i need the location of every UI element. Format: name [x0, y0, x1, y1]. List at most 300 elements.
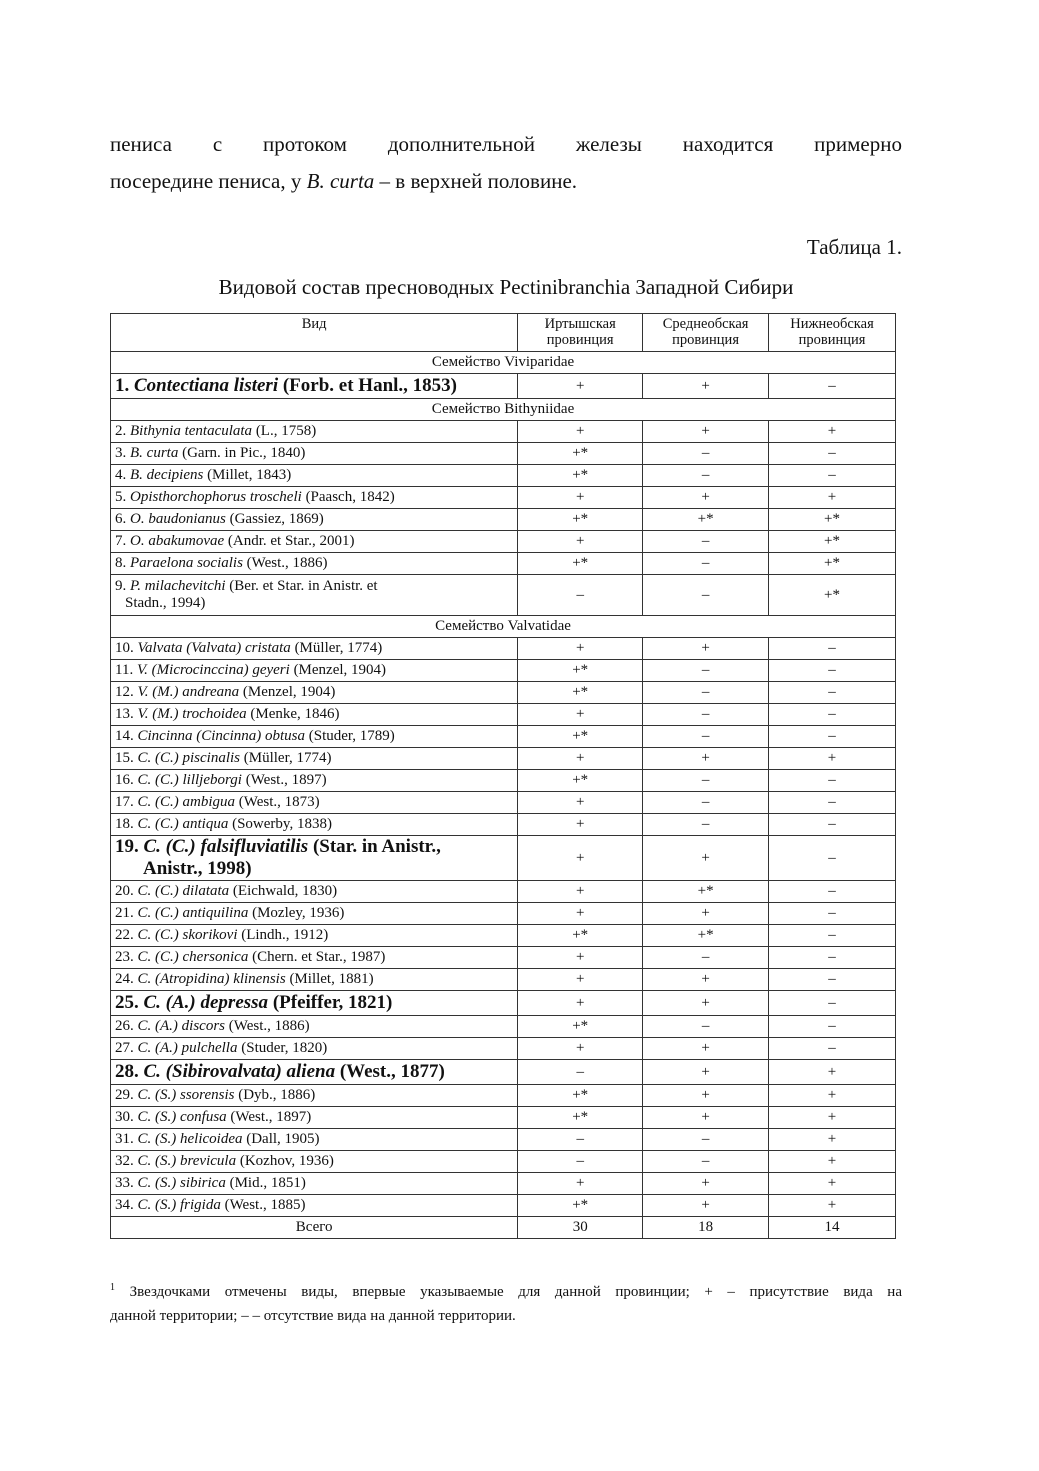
paragraph-line-1: пениса с протоком дополнительной железы находится примерно [110, 132, 902, 156]
middle-ob-value: – [643, 1129, 769, 1151]
species-cell [111, 1085, 518, 1107]
species-name: C. (C.) lilljeborgi [137, 772, 242, 788]
species-author: (Mid., 1851) [225, 1175, 306, 1191]
total-middle-ob: 18 [643, 1217, 769, 1239]
species-number: 19. [115, 836, 144, 857]
species-number: 16. [115, 772, 138, 788]
middle-ob-value: + [643, 903, 769, 925]
middle-ob-value: – [643, 1151, 769, 1173]
species-table [110, 313, 896, 1239]
species-line [115, 533, 355, 549]
species-line [115, 489, 395, 505]
species-number: 25. [115, 992, 144, 1013]
species-name: Paraelona socialis [130, 555, 243, 571]
lower-ob-value: – [769, 925, 896, 947]
species-cell [111, 1129, 518, 1151]
lower-ob-value: + [769, 1151, 896, 1173]
species-name: B. curta [130, 445, 179, 461]
species-number: 21. [115, 905, 138, 921]
table-row [111, 465, 896, 487]
species-name: C. (A.) depressa [143, 992, 269, 1013]
lower-ob-value: + [769, 1195, 896, 1217]
species-number: 1. [115, 375, 134, 396]
footnote-line-1 [110, 1276, 902, 1304]
lower-ob-value: – [769, 969, 896, 991]
table-row [111, 1151, 896, 1173]
species-number: 17. [115, 794, 138, 810]
lower-ob-value: – [769, 465, 896, 487]
table-body [111, 352, 896, 1239]
middle-ob-value: + [643, 1173, 769, 1195]
irtysh-value: + [518, 638, 643, 660]
middle-ob-value: +* [643, 881, 769, 903]
irtysh-value: + [518, 881, 643, 903]
species-line [115, 949, 385, 965]
species-cell [111, 770, 518, 792]
table-row [111, 925, 896, 947]
species-author: (Menke, 1846) [246, 706, 340, 722]
species-number: 14. [115, 728, 138, 744]
species-number: 22. [115, 927, 138, 943]
irtysh-value: – [518, 1060, 643, 1085]
paragraph-species-name: B. curta [306, 169, 375, 193]
lower-ob-value: + [769, 1173, 896, 1195]
lower-ob-value: +* [769, 509, 896, 531]
species-number: 24. [115, 971, 138, 987]
footnote-text-1: Звездочками отмечены виды, впервые указываемые для данной провинции; + – присутствие вида на [115, 1284, 902, 1300]
species-author: (West., 1897) [226, 1109, 312, 1125]
lower-ob-value: +* [769, 531, 896, 553]
species-author: (Müller, 1774) [290, 640, 383, 656]
species-name: Bithynia tentaculata [130, 423, 253, 439]
species-author: (Garn. in Pic., 1840) [178, 445, 306, 461]
table-row [111, 991, 896, 1016]
species-cell [111, 1173, 518, 1195]
species-name: C. (A.) pulchella [137, 1040, 238, 1056]
irtysh-value: +* [518, 682, 643, 704]
species-line [115, 992, 392, 1013]
lower-ob-value: – [769, 1038, 896, 1060]
species-cell [111, 421, 518, 443]
lower-ob-value: – [769, 660, 896, 682]
middle-ob-value: – [643, 575, 769, 616]
species-name: C. (C.) antiqua [137, 816, 229, 832]
species-line [115, 1018, 310, 1034]
table-row [111, 443, 896, 465]
species-author: (Studer, 1820) [237, 1040, 328, 1056]
middle-ob-value: + [643, 1060, 769, 1085]
irtysh-value: +* [518, 1195, 643, 1217]
table-row [111, 660, 896, 682]
species-line [115, 794, 320, 810]
family-row [111, 399, 896, 421]
species-number: 12. [115, 684, 138, 700]
table-row [111, 509, 896, 531]
table-row [111, 682, 896, 704]
species-cell [111, 726, 518, 748]
lower-ob-value: + [769, 1129, 896, 1151]
lower-ob-value: – [769, 682, 896, 704]
middle-ob-value: – [643, 814, 769, 836]
species-cell [111, 374, 518, 399]
species-line [115, 640, 382, 656]
species-author: (West., 1897) [241, 772, 327, 788]
header-middle-ob: Среднеобская провинция [643, 314, 769, 352]
middle-ob-value: + [643, 748, 769, 770]
species-author: (Millet, 1843) [203, 467, 292, 483]
species-author: (Menzel, 1904) [289, 662, 387, 678]
family-row [111, 616, 896, 638]
table-header-row [111, 314, 896, 352]
irtysh-value: – [518, 1151, 643, 1173]
species-number: 30. [115, 1109, 138, 1125]
table-number: Таблица 1. [806, 235, 902, 259]
species-number: 27. [115, 1040, 138, 1056]
table-row [111, 1060, 896, 1085]
irtysh-value: + [518, 1173, 643, 1195]
footnote-mark: 1 [110, 1282, 115, 1293]
middle-ob-value: + [643, 1195, 769, 1217]
species-number: 13. [115, 706, 138, 722]
species-name: C. (C.) falsifluviatilis [143, 836, 309, 857]
species-author: (Gassiez, 1869) [225, 511, 324, 527]
lower-ob-value: – [769, 374, 896, 399]
species-name: O. baudonianus [130, 511, 226, 527]
table-row [111, 770, 896, 792]
species-name: V. (M.) andreana [137, 684, 240, 700]
lower-ob-value: – [769, 638, 896, 660]
species-line [115, 467, 291, 483]
species-cell [111, 1107, 518, 1129]
species-author: (Ber. et Star. in Anistr. et [225, 578, 378, 594]
species-line [115, 578, 378, 594]
family-name: Семейство Bithyniidae [111, 399, 896, 421]
table-row [111, 748, 896, 770]
irtysh-value: + [518, 487, 643, 509]
total-row [111, 1217, 896, 1239]
middle-ob-value: +* [643, 509, 769, 531]
table-row [111, 704, 896, 726]
irtysh-value: +* [518, 925, 643, 947]
species-line [115, 1197, 305, 1213]
lower-ob-value: – [769, 726, 896, 748]
species-author: (L., 1758) [252, 423, 317, 439]
species-author: (Star. in Anistr., [308, 836, 441, 857]
species-cell [111, 531, 518, 553]
species-cell [111, 969, 518, 991]
species-author: (West., 1885) [220, 1197, 306, 1213]
species-line [115, 375, 457, 396]
middle-ob-value: – [643, 704, 769, 726]
species-line [115, 706, 340, 722]
species-line [115, 772, 327, 788]
middle-ob-value: + [643, 836, 769, 881]
species-cell [111, 1060, 518, 1085]
species-author: (Dall, 1905) [242, 1131, 320, 1147]
table-row [111, 487, 896, 509]
species-number: 10. [115, 640, 138, 656]
lower-ob-value: – [769, 903, 896, 925]
species-line [115, 662, 386, 678]
middle-ob-value: + [643, 1107, 769, 1129]
species-line [115, 445, 305, 461]
species-name: C. (C.) skorikovi [137, 927, 238, 943]
species-author: (West., 1877) [335, 1061, 445, 1082]
middle-ob-value: + [643, 638, 769, 660]
middle-ob-value: – [643, 660, 769, 682]
lower-ob-value: + [769, 421, 896, 443]
middle-ob-value: +* [643, 925, 769, 947]
species-number: 7. [115, 533, 130, 549]
species-author: (Mozley, 1936) [248, 905, 345, 921]
species-number: 23. [115, 949, 138, 965]
table-row [111, 792, 896, 814]
middle-ob-value: – [643, 947, 769, 969]
lower-ob-value: – [769, 1016, 896, 1038]
species-line [115, 423, 316, 439]
species-line [115, 684, 335, 700]
species-cell [111, 1151, 518, 1173]
species-number: 31. [115, 1131, 138, 1147]
table-row [111, 1016, 896, 1038]
middle-ob-value: + [643, 991, 769, 1016]
species-name: C. (Sibirovalvata) aliena [143, 1061, 336, 1082]
species-cell [111, 443, 518, 465]
irtysh-value: +* [518, 509, 643, 531]
total-lower-ob: 14 [769, 1217, 896, 1239]
middle-ob-value: + [643, 1085, 769, 1107]
header-lower-ob: Нижнеобская провинция [769, 314, 896, 352]
middle-ob-value: – [643, 553, 769, 575]
species-number: 33. [115, 1175, 138, 1191]
irtysh-value: +* [518, 1085, 643, 1107]
irtysh-value: – [518, 575, 643, 616]
species-number: 28. [115, 1061, 144, 1082]
species-number: 4. [115, 467, 130, 483]
species-name: C. (A.) discors [137, 1018, 225, 1034]
species-name: C. (S.) ssorensis [137, 1087, 235, 1103]
table-row [111, 1038, 896, 1060]
species-number: 26. [115, 1018, 138, 1034]
table-title: Видовой состав пресноводных Pectinibranchia Западной Сибири [218, 275, 794, 299]
species-line [115, 1040, 327, 1056]
species-name: Cincinna (Cincinna) obtusa [137, 728, 305, 744]
species-number: 8. [115, 555, 130, 571]
irtysh-value: +* [518, 1016, 643, 1038]
table-row [111, 903, 896, 925]
irtysh-value: +* [518, 726, 643, 748]
middle-ob-value: + [643, 1038, 769, 1060]
species-name: Contectiana listeri [134, 375, 279, 396]
species-name: C. (C.) ambigua [137, 794, 235, 810]
table-row [111, 553, 896, 575]
lower-ob-value: – [769, 947, 896, 969]
species-cell [111, 682, 518, 704]
species-name: C. (S.) sibirica [137, 1175, 226, 1191]
species-name: C. (S.) frigida [137, 1197, 221, 1213]
irtysh-value: + [518, 531, 643, 553]
species-cell [111, 836, 518, 881]
species-cell [111, 575, 518, 616]
species-author: (Kozhov, 1936) [236, 1153, 334, 1169]
species-author: (West., 1873) [235, 794, 320, 810]
footnote-line-2: данной территории; – – отсутствие вида на данной территории. [110, 1308, 516, 1324]
lower-ob-value: + [769, 1085, 896, 1107]
table-row [111, 1195, 896, 1217]
middle-ob-value: – [643, 682, 769, 704]
species-cell [111, 509, 518, 531]
species-author: (Menzel, 1904) [239, 684, 336, 700]
header-irtysh: Иртышская провинция [518, 314, 643, 352]
paragraph-line-2-start: посередине пениса, у [110, 169, 307, 193]
species-cell [111, 1195, 518, 1217]
middle-ob-value: – [643, 531, 769, 553]
table-row [111, 947, 896, 969]
species-author: (Paasch, 1842) [301, 489, 395, 505]
middle-ob-value: – [643, 443, 769, 465]
species-line [115, 1087, 315, 1103]
table-row [111, 881, 896, 903]
species-author: (Müller, 1774) [240, 750, 332, 766]
species-number: 20. [115, 883, 138, 899]
table-row [111, 1129, 896, 1151]
species-cell [111, 881, 518, 903]
lower-ob-value: + [769, 748, 896, 770]
species-name: C. (S.) confusa [137, 1109, 227, 1125]
irtysh-value: + [518, 814, 643, 836]
species-name: Valvata (Valvata) cristata [137, 640, 291, 656]
species-cell [111, 465, 518, 487]
lower-ob-value: – [769, 704, 896, 726]
species-author: (Dyb., 1886) [234, 1087, 316, 1103]
irtysh-value: + [518, 991, 643, 1016]
paragraph-line-2-end: – в верхней половине. [374, 169, 578, 193]
species-author: (Eichwald, 1830) [229, 883, 338, 899]
lower-ob-value: + [769, 1107, 896, 1129]
irtysh-value: + [518, 1038, 643, 1060]
species-number: 6. [115, 511, 130, 527]
table-row [111, 1173, 896, 1195]
species-name: V. (Microcinccina) geyeri [136, 662, 290, 678]
species-name: Opisthorchophorus troscheli [130, 489, 302, 505]
species-line [115, 836, 441, 857]
total-irtysh: 30 [518, 1217, 643, 1239]
species-author: (Lindh., 1912) [237, 927, 329, 943]
species-line [115, 971, 374, 987]
species-line [115, 511, 324, 527]
species-author: (Andr. et Star., 2001) [224, 533, 355, 549]
middle-ob-value: + [643, 969, 769, 991]
table-row [111, 969, 896, 991]
species-number: 2. [115, 423, 130, 439]
species-cell [111, 553, 518, 575]
species-author: (Studer, 1789) [305, 728, 395, 744]
irtysh-value: + [518, 903, 643, 925]
irtysh-value: + [518, 704, 643, 726]
species-number: 34. [115, 1197, 138, 1213]
species-cell [111, 748, 518, 770]
table-row [111, 1107, 896, 1129]
header-species: Вид [111, 314, 518, 352]
species-cell [111, 660, 518, 682]
total-label: Всего [111, 1217, 518, 1239]
middle-ob-value: – [643, 770, 769, 792]
species-author: (Sowerby, 1838) [228, 816, 332, 832]
lower-ob-value: – [769, 836, 896, 881]
species-name: P. milachevitchi [130, 578, 226, 594]
irtysh-value: + [518, 836, 643, 881]
lower-ob-value: – [769, 991, 896, 1016]
species-line [115, 1109, 311, 1125]
species-author: (Millet, 1881) [285, 971, 374, 987]
species-line [115, 1175, 306, 1191]
table-row [111, 575, 896, 616]
middle-ob-value: – [643, 465, 769, 487]
species-author: (Chern. et Star., 1987) [248, 949, 386, 965]
lower-ob-value: – [769, 814, 896, 836]
family-name: Семейство Valvatidae [111, 616, 896, 638]
table-row [111, 1085, 896, 1107]
species-name: C. (C.) piscinalis [137, 750, 241, 766]
lower-ob-value: + [769, 1060, 896, 1085]
lower-ob-value: – [769, 881, 896, 903]
species-number: 5. [115, 489, 130, 505]
irtysh-value: – [518, 1129, 643, 1151]
species-number: 15. [115, 750, 138, 766]
species-cell [111, 1038, 518, 1060]
species-author-continued: Anistr., 1998) [143, 858, 252, 879]
species-name: C. (Atropidina) klinensis [137, 971, 286, 987]
table-row [111, 814, 896, 836]
species-name: C. (C.) chersonica [137, 949, 249, 965]
species-number: 29. [115, 1087, 138, 1103]
middle-ob-value: – [643, 726, 769, 748]
paragraph-line-2 [110, 163, 902, 200]
species-cell [111, 487, 518, 509]
irtysh-value: + [518, 947, 643, 969]
lower-ob-value: +* [769, 575, 896, 616]
lower-ob-value: – [769, 770, 896, 792]
middle-ob-value: + [643, 421, 769, 443]
species-cell [111, 947, 518, 969]
body-paragraph [110, 126, 902, 200]
lower-ob-value: – [769, 792, 896, 814]
table-row [111, 836, 896, 881]
species-line [115, 927, 328, 943]
species-line [115, 728, 395, 744]
irtysh-value: +* [518, 1107, 643, 1129]
irtysh-value: +* [518, 660, 643, 682]
table-row [111, 421, 896, 443]
species-cell [111, 991, 518, 1016]
species-name: B. decipiens [130, 467, 204, 483]
species-cell [111, 704, 518, 726]
species-line [115, 1131, 320, 1147]
irtysh-value: +* [518, 770, 643, 792]
species-cell [111, 1016, 518, 1038]
species-line [115, 750, 331, 766]
irtysh-value: +* [518, 443, 643, 465]
irtysh-value: +* [518, 465, 643, 487]
middle-ob-value: – [643, 1016, 769, 1038]
irtysh-value: +* [518, 553, 643, 575]
species-number: 11. [115, 662, 137, 678]
species-cell [111, 638, 518, 660]
species-number: 3. [115, 445, 130, 461]
irtysh-value: + [518, 748, 643, 770]
family-name: Семейство Viviparidae [111, 352, 896, 374]
species-author-continued: Stadn., 1994) [125, 595, 206, 611]
